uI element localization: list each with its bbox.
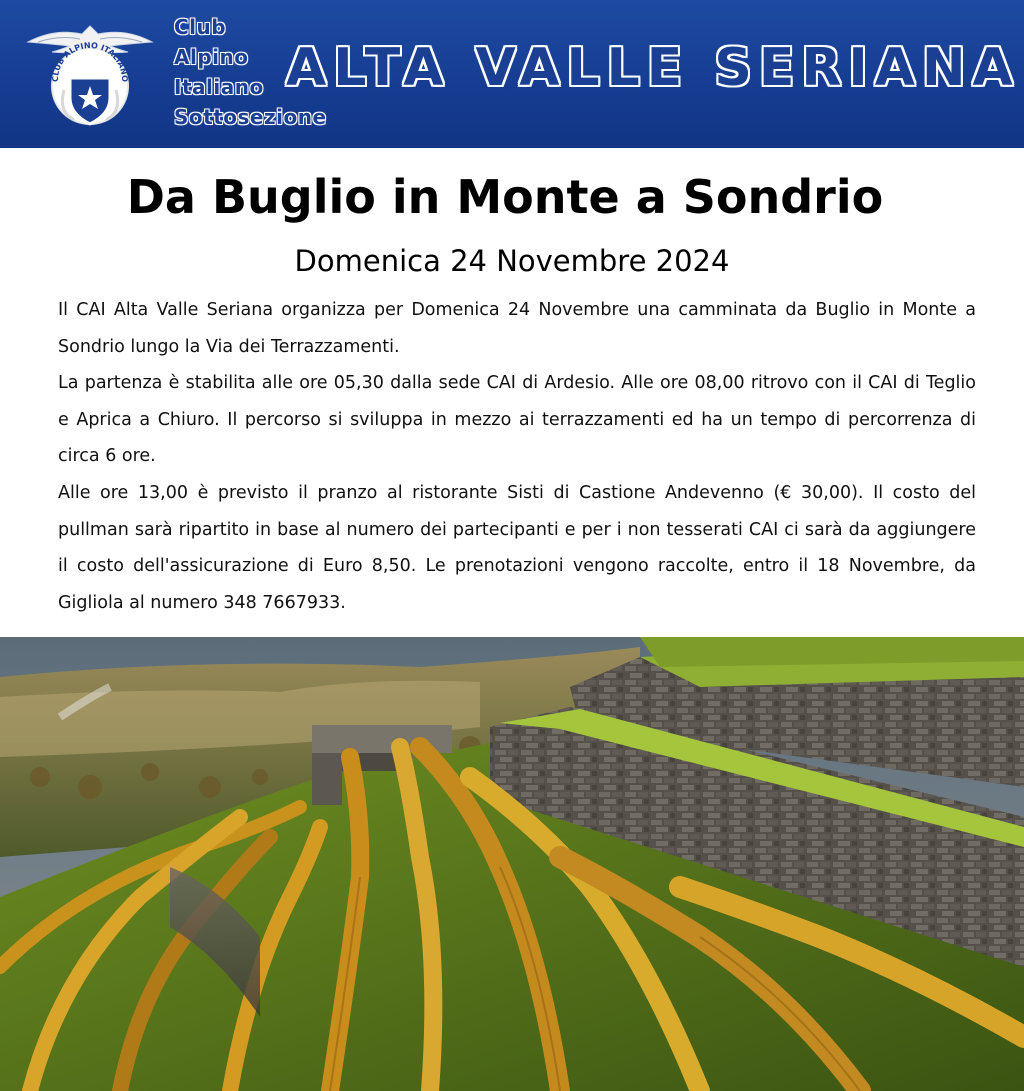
- sezione-title: ALTA VALLE SERIANA: [286, 38, 1020, 98]
- club-line: Alpino: [174, 45, 249, 69]
- paragraph: Il CAI Alta Valle Seriana organizza per Domenica 24 Novembre una camminata da Buglio in Monte a Sondrio lungo la Via dei Terrazzamenti.: [58, 300, 976, 357]
- vineyard-terraces-photo: [0, 637, 1024, 1091]
- event-description: [58, 292, 976, 621]
- header-band: [0, 0, 1024, 148]
- paragraph: La partenza è stabilita alle ore 05,30 dalla sede CAI di Ardesio. Alle ore 08,00 ritrovo con il CAI di Teglio e Aprica a Chiuro. Il percorso si sviluppa in mezzo ai terrazzamenti ed ha un tempo di percorrenza di circa 6 ore.: [58, 373, 976, 467]
- club-line: Sottosezione: [174, 105, 327, 129]
- club-line: Italiano: [174, 75, 264, 99]
- cai-logo: [24, 20, 156, 132]
- event-title: Da Buglio in Monte a Sondrio: [126, 170, 884, 224]
- club-line: Club: [174, 15, 227, 39]
- event-date: Domenica 24 Novembre 2024: [294, 244, 730, 278]
- paragraph: Alle ore 13,00 è previsto il pranzo al ristorante Sisti di Castione Andevenno (€ 30,00). Il costo del pullman sarà ripartito in base al numero dei partecipanti e per i non tesserati CAI ci sarà da aggiungere il costo dell'assicurazione di Euro 8,50. Le prenotazioni vengono raccolte, entro il 18 Novembre, da Gigliola al numero 348 7667933.: [58, 482, 976, 613]
- logo-ring-text: CLUB ALPINO ITALIANO: [50, 40, 130, 83]
